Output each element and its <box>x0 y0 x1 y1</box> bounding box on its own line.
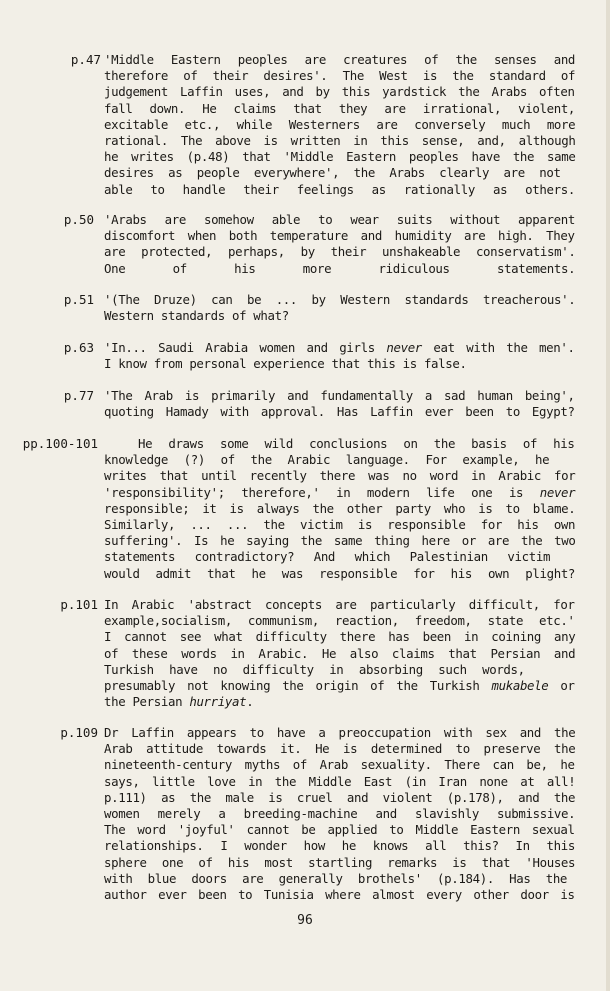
text-line: I cannot see what difficulty there has been in coining any <box>104 629 576 645</box>
text-line: the Persian hurriyat. <box>104 694 254 710</box>
text-line: Western standards of what? <box>104 308 289 324</box>
text-line: '(The Druze) can be ... by Western standards treacherous'. <box>104 292 576 307</box>
text-line: relationships. I wonder how he knows all this? In this <box>104 838 575 854</box>
text-line: author ever been to Tunisia where almost every other door is <box>104 887 575 903</box>
page-reference: p.51 <box>63 292 94 307</box>
text-line: knowledge (?) of the Arabic language. For example, he <box>104 452 550 468</box>
text-line: rational. The above is written in this sense, and, although <box>104 133 576 149</box>
text-line: 'responsibility'; therefore,' in modern life one is never <box>104 484 576 500</box>
text-line: responsible; it is always the other party who is to blame. <box>104 500 576 516</box>
text-line: suffering'. Is he saying the same thing here or are the two <box>104 533 576 549</box>
text-line: judgement Laffin uses, and by this yardstick the Arabs often <box>104 84 575 100</box>
page-reference: p.101 <box>60 597 98 612</box>
entry-text <box>104 725 575 903</box>
text-line: discomfort when both temperature and humidity are high. They <box>104 228 575 244</box>
page-reference: pp.100-101 <box>22 436 98 451</box>
text-line: would admit that he was responsible for his own plight? <box>104 565 576 581</box>
text-line: women merely a breeding-machine and slavishly submissive. <box>104 806 576 822</box>
text-line: Dr Laffin appears to have a preoccupation with sex and the <box>104 725 576 740</box>
page-reference: p.50 <box>63 212 94 227</box>
text-line: nineteenth-century myths of Arab sexuality. There can be, he <box>104 757 575 773</box>
text-line: fall down. He claims that they are irrational, violent, <box>104 100 576 116</box>
text-line: excitable etc., while Westerners are conversely much more <box>104 116 576 132</box>
text-line: Arab attitude towards it. He is determined to preserve the <box>104 741 576 757</box>
text-line: I know from personal experience that this is false. <box>104 356 467 372</box>
page-number: 96 <box>297 913 313 928</box>
text-line: therefore of their desires'. The West is the standard of <box>104 68 576 84</box>
text-line: The word 'joyful' cannot be applied to Middle Eastern sexual <box>104 822 575 838</box>
text-line: 'Middle Eastern peoples are creatures of the senses and <box>104 52 576 67</box>
entry-text <box>104 436 575 582</box>
entry-text <box>104 212 575 277</box>
text-line: of these words in Arabic. He also claims that Persian and <box>104 645 576 661</box>
page-reference: p.47 <box>70 52 101 67</box>
text-line: says, little love in the Middle East (in Iran none at all! <box>104 773 576 789</box>
entry-text <box>104 388 575 420</box>
text-line: statements contradictory? And which Palestinian victim <box>104 549 551 565</box>
text-line: with blue doors are generally brothels' (p.184). Has the <box>104 870 568 886</box>
entry-text <box>104 52 575 198</box>
entry-text <box>104 340 575 372</box>
entry-text <box>104 597 575 710</box>
text-line: able to handle their feelings as rationally as others. <box>104 181 575 197</box>
text-line: are protected, perhaps, by their unshakeable conservatism'. <box>104 244 576 260</box>
text-line: He draws some wild conclusions on the basis of his <box>138 436 575 451</box>
text-line: 'The Arab is primarily and fundamentally a sad human being', <box>104 388 575 403</box>
text-line: writes that until recently there was no word in Arabic for <box>104 468 576 484</box>
page-reference: p.63 <box>63 340 94 355</box>
text-line: presumably not knowing the origin of the Turkish mukabele or <box>104 678 575 694</box>
text-line: p.111) as the male is cruel and violent (p.178), and the <box>104 789 576 805</box>
text-line: 'Arabs are somehow able to wear suits without apparent <box>104 212 575 227</box>
text-line: desires as people everywhere', the Arabs clearly are not <box>104 165 561 181</box>
text-line: he writes (p.48) that 'Middle Eastern peoples have the same <box>104 149 576 165</box>
page-edge-shadow <box>606 0 610 991</box>
page-reference: p.109 <box>60 725 98 740</box>
page-reference: p.77 <box>63 388 94 403</box>
text-line: quoting Hamady with approval. Has Laffin ever been to Egypt? <box>104 404 575 420</box>
text-line: sphere one of his most startling remarks is that 'Houses <box>104 854 576 870</box>
text-line: In Arabic 'abstract concepts are particularly difficult, for <box>104 597 575 612</box>
text-line: 'In... Saudi Arabia women and girls never eat with the men'. <box>104 340 575 355</box>
text-line: Similarly, ... ... the victim is responsible for his own <box>104 517 576 533</box>
text-line: example,socialism, communism, reaction, freedom, state etc.' <box>104 613 575 629</box>
text-line: Turkish have no difficulty in absorbing such words, <box>104 661 525 677</box>
entry-text <box>104 292 575 324</box>
text-line: One of his more ridiculous statements. <box>104 260 576 276</box>
